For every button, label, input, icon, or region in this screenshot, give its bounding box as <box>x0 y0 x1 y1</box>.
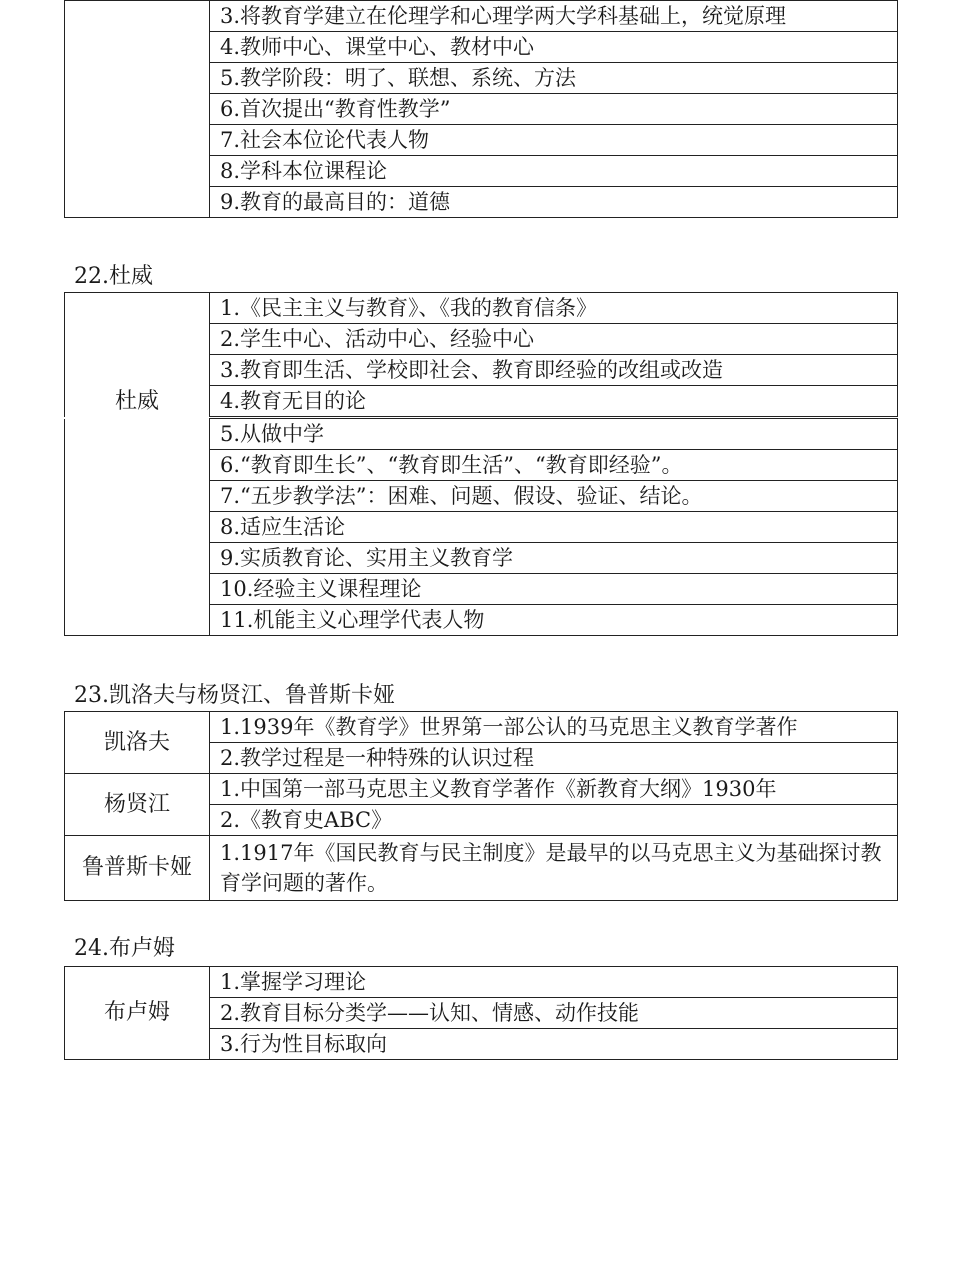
table-cell: 4.教育无目的论 <box>210 386 898 417</box>
table-row <box>65 774 898 805</box>
section-23-table <box>64 711 898 901</box>
table-cell: 11.机能主义心理学代表人物 <box>210 605 898 636</box>
table-cell: 2.教育目标分类学——认知、情感、动作技能 <box>210 998 898 1029</box>
section-24-heading: 24.布卢姆 <box>74 936 175 961</box>
table-cell: 9.实质教育论、实用主义教育学 <box>210 543 898 574</box>
table-cell: 5.从做中学 <box>210 419 898 450</box>
name-cell: 杨贤江 <box>65 774 210 836</box>
table-cell: 2.学生中心、活动中心、经验中心 <box>210 324 898 355</box>
table-cell: 5.教学阶段：明了、联想、系统、方法 <box>210 63 898 94</box>
table-row <box>65 419 898 450</box>
name-cell-blank <box>65 419 210 636</box>
section-22-table-cont <box>64 418 898 636</box>
section-22-table <box>64 292 898 417</box>
table-cell: 2.教学过程是一种特殊的认识过程 <box>210 743 898 774</box>
section-24-table <box>64 966 898 1060</box>
table-row <box>65 712 898 743</box>
table-row <box>65 1 898 32</box>
name-cell <box>65 1 210 218</box>
table-cell: 7.“五步教学法”：困难、问题、假设、验证、结论。 <box>210 481 898 512</box>
table-cell: 3.教育即生活、学校即社会、教育即经验的改组或改造 <box>210 355 898 386</box>
table-cell: 6.首次提出“教育性教学” <box>210 94 898 125</box>
table-cell: 1.掌握学习理论 <box>210 967 898 998</box>
table-cell: 10.经验主义课程理论 <box>210 574 898 605</box>
table-cell: 1.《民主主义与教育》、《我的教育信条》 <box>210 293 898 324</box>
name-cell: 鲁普斯卡娅 <box>65 836 210 901</box>
table-row <box>65 967 898 998</box>
table-cell: 2.《教育史ABC》 <box>210 805 898 836</box>
table-cell: 7.社会本位论代表人物 <box>210 125 898 156</box>
table-cell: 4.教师中心、课堂中心、教材中心 <box>210 32 898 63</box>
table-cell: 1.1917年《国民教育与民主制度》是最早的以马克思主义为基础探讨教育学问题的著作。 <box>210 836 898 901</box>
name-cell: 杜威 <box>65 293 210 417</box>
name-cell: 布卢姆 <box>65 967 210 1060</box>
table-cell: 3.将教育学建立在伦理学和心理学两大学科基础上，统觉原理 <box>210 1 898 32</box>
table-cell: 1.中国第一部马克思主义教育学著作《新教育大纲》1930年 <box>210 774 898 805</box>
table-cell: 1.1939年《教育学》世界第一部公认的马克思主义教育学著作 <box>210 712 898 743</box>
section-23-heading: 23.凯洛夫与杨贤江、鲁普斯卡娅 <box>74 683 395 708</box>
table-cell: 8.适应生活论 <box>210 512 898 543</box>
table-cell: 3.行为性目标取向 <box>210 1029 898 1060</box>
section-21-table <box>64 0 898 218</box>
name-cell: 凯洛夫 <box>65 712 210 774</box>
table-cell: 6.“教育即生长”、“教育即生活”、“教育即经验”。 <box>210 450 898 481</box>
table-cell: 8.学科本位课程论 <box>210 156 898 187</box>
table-cell: 9.教育的最高目的：道德 <box>210 187 898 218</box>
table-row <box>65 293 898 324</box>
table-row <box>65 836 898 901</box>
section-22-heading: 22.杜威 <box>74 264 153 289</box>
